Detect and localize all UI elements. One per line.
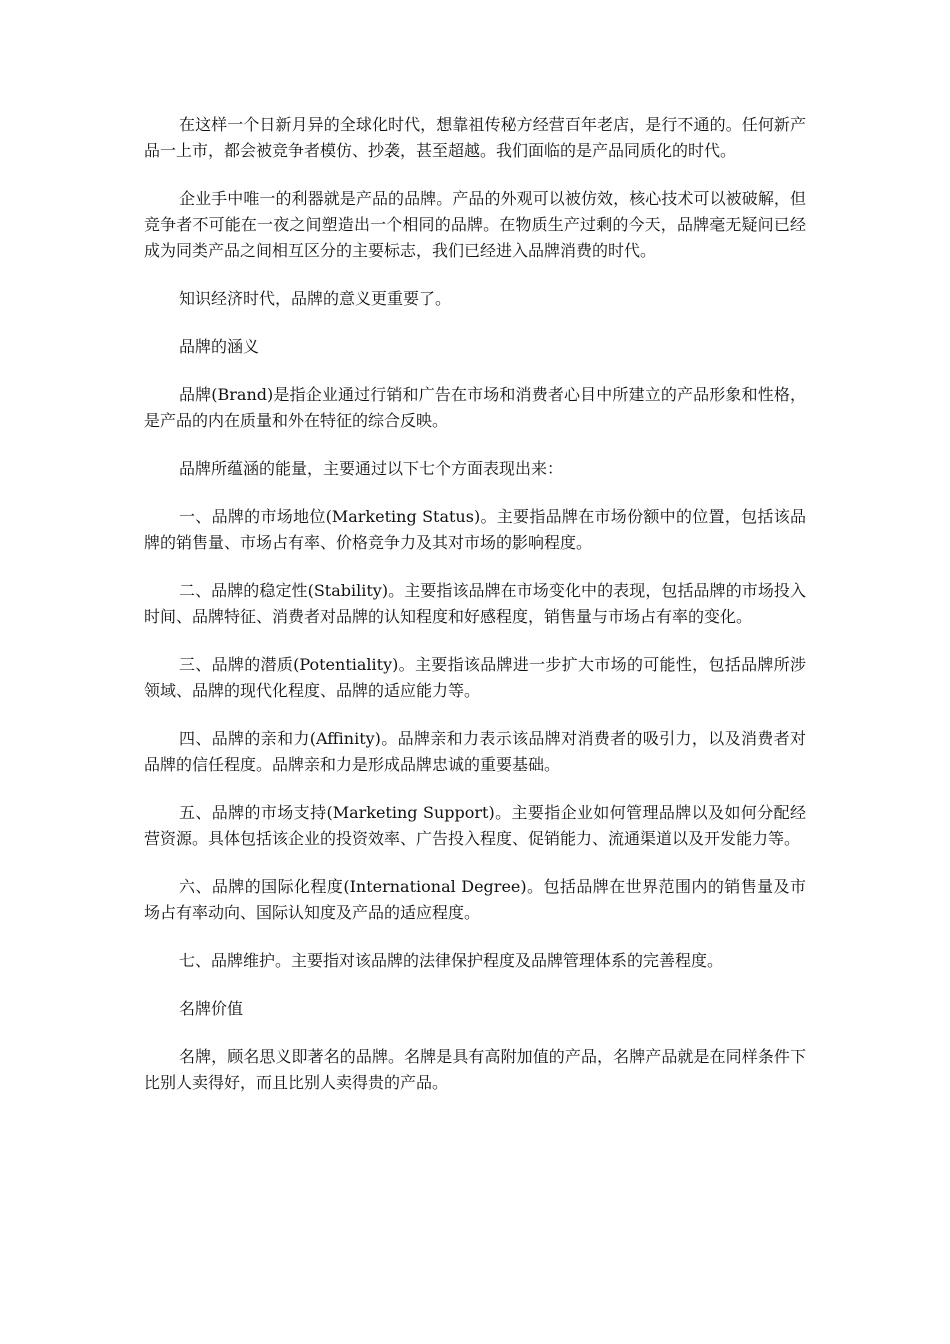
section-heading-brand-meaning: 品牌的涵义 (179, 337, 260, 356)
paragraph-aspect-1-market-status: 一、品牌的市场地位(Marketing Status)。主要指品牌在市场份额中的位置，包括该品牌的销售量、市场占有率、价格竞争力及其对市场的影响程度。 (144, 507, 806, 552)
paragraph-knowledge-economy: 知识经济时代，品牌的意义更重要了。 (179, 289, 452, 308)
paragraph-famous-brand-definition: 名牌，顾名思义即著名的品牌。名牌是具有高附加值的产品，名牌产品就是在同样条件下比别人卖得好，而且比别人卖得贵的产品。 (144, 1047, 806, 1092)
paragraph-brand-definition: 品牌(Brand)是指企业通过行销和广告在市场和消费者心目中所建立的产品形象和性格，是产品的内在质量和外在特征的综合反映。 (144, 385, 806, 430)
paragraph-aspect-6-international-degree: 六、品牌的国际化程度(International Degree)。包括品牌在世界范围内的销售量及市场占有率动向、国际认知度及产品的适应程度。 (144, 877, 806, 922)
paragraph-seven-aspects-intro: 品牌所蕴涵的能量，主要通过以下七个方面表现出来： (179, 459, 564, 478)
paragraph-aspect-4-affinity: 四、品牌的亲和力(Affinity)。品牌亲和力表示该品牌对消费者的吸引力，以及消费者对品牌的信任程度。品牌亲和力是形成品牌忠诚的重要基础。 (144, 729, 806, 774)
paragraph-aspect-3-potentiality: 三、品牌的潜质(Potentiality)。主要指该品牌进一步扩大市场的可能性，包括品牌所涉领域、品牌的现代化程度、品牌的适应能力等。 (144, 655, 806, 700)
section-heading-famous-brand-value: 名牌价值 (179, 999, 244, 1018)
paragraph-brand-weapon: 企业手中唯一的利器就是产品的品牌。产品的外观可以被仿效，核心技术可以被破解，但竞争者不可能在一夜之间塑造出一个相同的品牌。在物质生产过剩的今天，品牌毫无疑问已经成为同类产品之间相互区分的主要标志，我们已经进入品牌消费的时代。 (144, 189, 806, 260)
document-body (144, 112, 806, 1118)
paragraph-aspect-2-stability: 二、品牌的稳定性(Stability)。主要指该品牌在市场变化中的表现，包括品牌的市场投入时间、品牌特征、消费者对品牌的认知程度和好感程度，销售量与市场占有率的变化。 (144, 581, 806, 626)
paragraph-intro-globalization: 在这样一个日新月异的全球化时代，想靠祖传秘方经营百年老店，是行不通的。任何新产品一上市，都会被竞争者模仿、抄袭，甚至超越。我们面临的是产品同质化的时代。 (144, 115, 806, 160)
paragraph-aspect-7-brand-maintenance: 七、品牌维护。主要指对该品牌的法律保护程度及品牌管理体系的完善程度。 (179, 951, 724, 970)
paragraph-aspect-5-marketing-support: 五、品牌的市场支持(Marketing Support)。主要指企业如何管理品牌以及如何分配经营资源。具体包括该企业的投资效率、广告投入程度、促销能力、流通渠道以及开发能力等。 (144, 803, 806, 848)
